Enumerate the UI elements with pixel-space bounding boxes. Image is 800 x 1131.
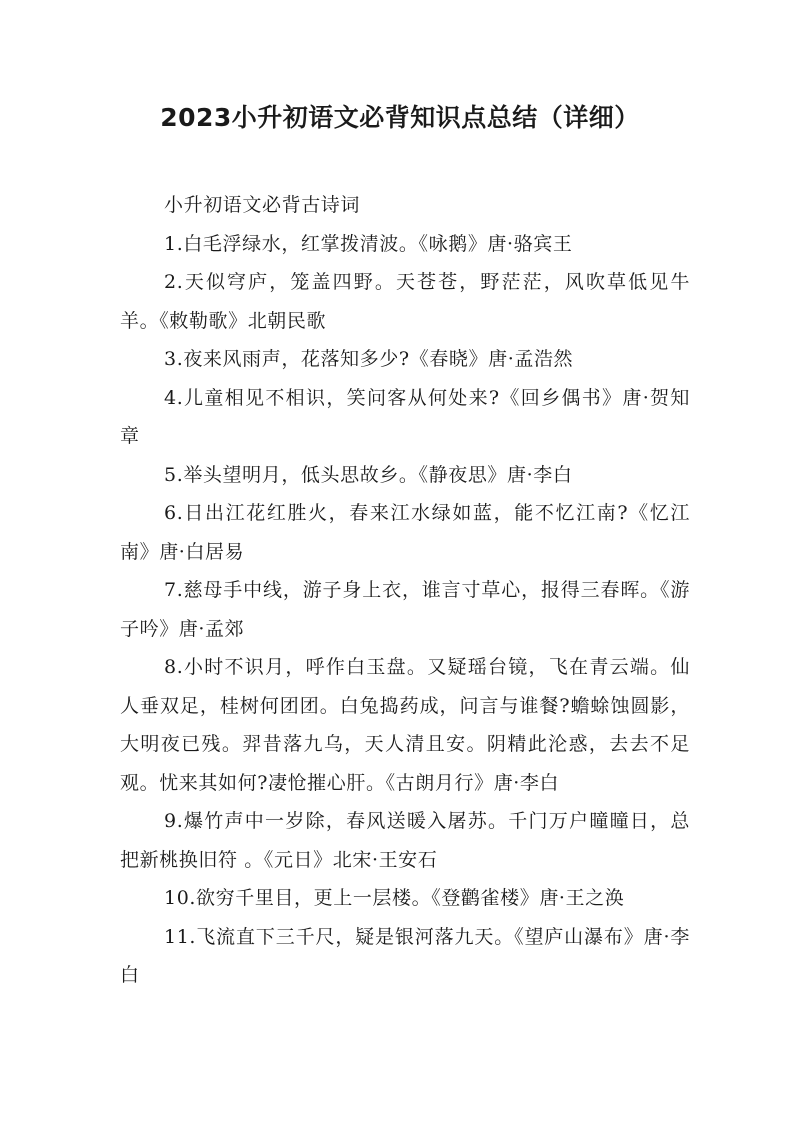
poem-paragraph-4: 4.儿童相见不相识，笑问客从何处来?《回乡偶书》唐·贺知章: [120, 386, 690, 447]
poem-paragraph-2: 2.天似穹庐，笼盖四野。天苍苍，野茫茫，风吹草低见牛羊。《敕勒歌》北朝民歌: [120, 271, 690, 332]
poem-paragraph-9: 9.爆竹声中一岁除，春风送暖入屠苏。千门万户曈曈日，总把新桃换旧符 。《元日》北宋·王安石: [120, 810, 690, 871]
document-title: 2023小升初语文必背知识点总结（详细）: [160, 103, 640, 132]
document-body: [120, 186, 690, 995]
poem-paragraph-5: 5.举头望明月，低头思故乡。《静夜思》唐·李白: [164, 463, 573, 486]
poem-paragraph-3: 3.夜来风雨声，花落知多少?《春晓》唐·孟浩然: [164, 348, 574, 370]
poem-paragraph-10: 10.欲穷千里目，更上一层楼。《登鹳雀楼》唐·王之涣: [164, 887, 625, 909]
poem-paragraph-6: 6.日出江花红胜火，春来江水绿如蓝，能不忆江南?《忆江南》唐·白居易: [120, 502, 690, 563]
poem-paragraph-1: 1.白毛浮绿水，红掌拨清波。《咏鹅》唐·骆宾王: [164, 232, 573, 255]
poem-paragraph-7: 7.慈母手中线，游子身上衣，谁言寸草心，报得三春晖。《游子吟》唐·孟郊: [120, 579, 690, 640]
poem-paragraph-8: 8.小时不识月，呼作白玉盘。又疑瑶台镜，飞在青云端。仙人垂双足，桂树何团团。白兔捣药成，问言与谁餐?蟾蜍蚀圆影，大明夜已残。羿昔落九乌，天人清且安。阴精此沦惑，去去不足观。忧来其如何?凄怆摧心肝。《古朗月行》唐·李白: [120, 656, 690, 794]
poem-paragraph-11: 11.飞流直下三千尺，疑是银河落九天。《望庐山瀑布》唐·李白: [120, 925, 690, 986]
section-heading: 小升初语文必背古诗词: [164, 194, 361, 216]
